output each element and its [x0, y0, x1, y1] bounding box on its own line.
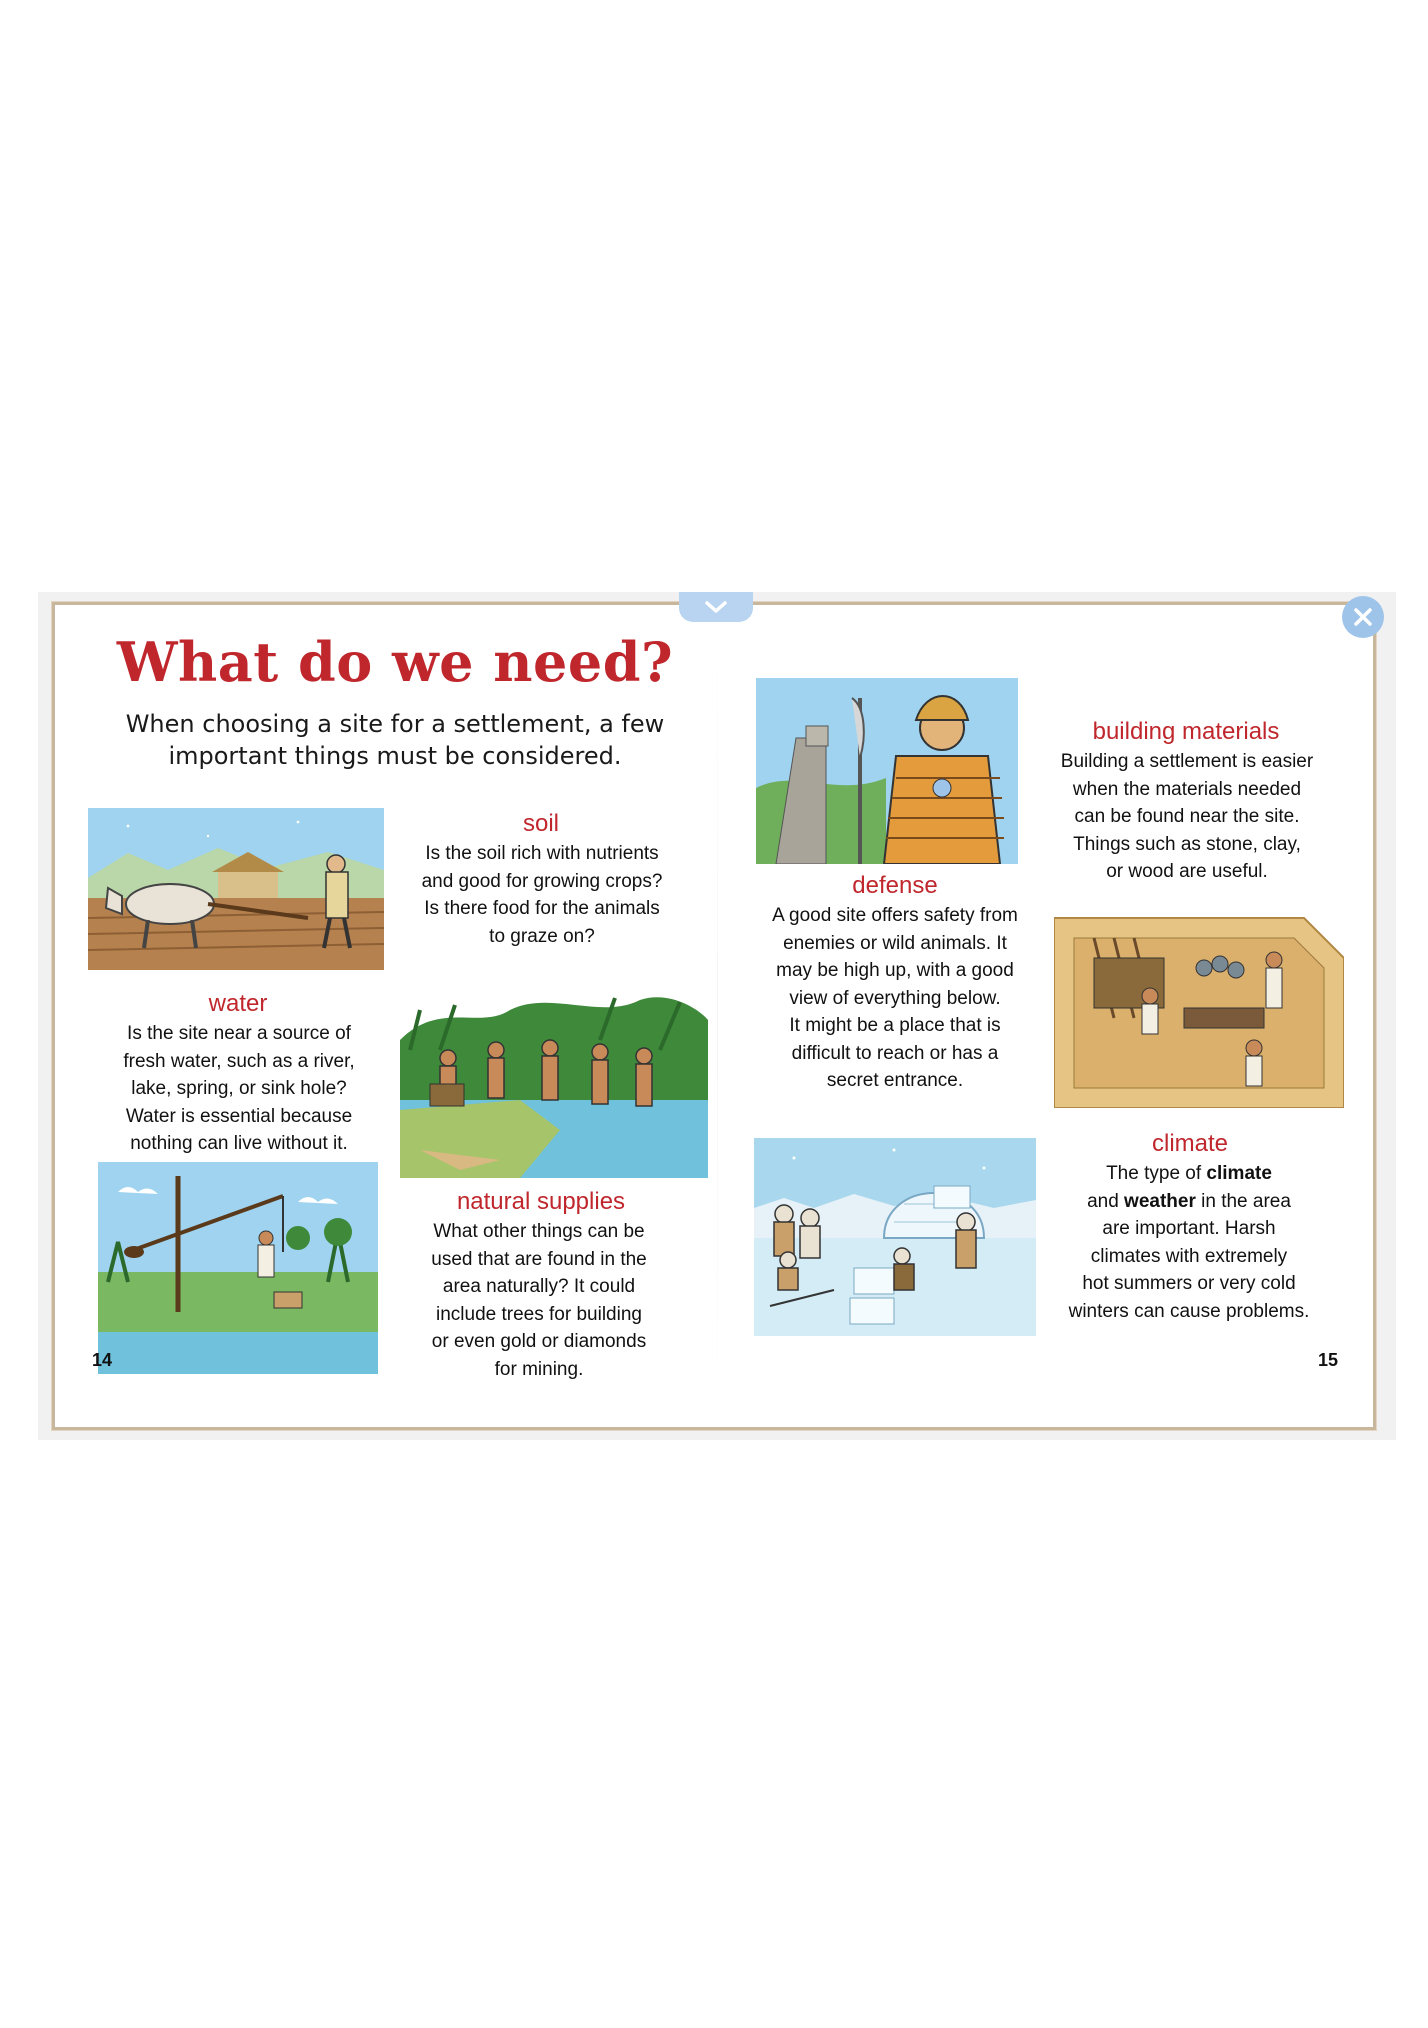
- climate-bold-term: climate: [1206, 1163, 1272, 1184]
- chevron-down-icon: [704, 598, 728, 616]
- natural-supplies-illustration: [400, 980, 708, 1178]
- natural-supplies-text: What other things can be used that are found in the area naturally? It could include trees for building or even gold or diamonds for mining.: [431, 1221, 647, 1380]
- natural-supplies-heading: natural supplies: [456, 1188, 626, 1215]
- weather-bold-term: weather: [1124, 1190, 1196, 1212]
- page-number-right: 15: [1318, 1350, 1339, 1370]
- building-materials-text: Building a settlement is easier when the materials needed can be found near the site. Things such as stone, clay, or wood are useful.: [1060, 751, 1314, 882]
- close-icon: [1353, 607, 1373, 627]
- defense-heading: defense: [852, 872, 938, 899]
- defense-text: A good site offers safety from enemies or wild animals. It may be high up, with a good view of everything below. It might be a place that is difficult to reach or has a secret entrance.: [772, 905, 1018, 1091]
- soil-text: Is the soil rich with nutrients and good for growing crops? Is there food for the animals to graze on?: [421, 843, 663, 947]
- climate-text: [1036, 1160, 1342, 1325]
- water-heading: water: [208, 990, 268, 1017]
- page-number-left: 14: [92, 1350, 113, 1370]
- climate-text-suffix: in the area are important. Harsh climates with extremely hot summers or very cold winters can cause problems.: [1068, 1190, 1310, 1322]
- page-title: What do we need?: [116, 630, 674, 694]
- book-spine: [717, 605, 718, 1427]
- soil-illustration: [88, 808, 384, 970]
- climate-illustration: [754, 1138, 1036, 1336]
- building-materials-illustration: [1054, 898, 1344, 1108]
- defense-illustration: [756, 678, 1018, 864]
- intro-text: When choosing a site for a settlement, a few important things must be considered.: [125, 710, 665, 770]
- water-text: Is the site near a source of fresh water, such as a river, lake, spring, or sink hole? Water is essential because nothing can live without it.: [123, 1023, 355, 1154]
- climate-text-prefix: The type of: [1106, 1163, 1207, 1184]
- expand-toolbar-button[interactable]: [679, 592, 753, 622]
- building-materials-heading: building materials: [1092, 718, 1280, 745]
- soil-heading: soil: [522, 810, 559, 837]
- close-button[interactable]: [1342, 596, 1384, 638]
- climate-heading: climate: [1151, 1130, 1229, 1157]
- climate-text-mid: and: [1087, 1190, 1119, 1212]
- water-illustration: [98, 1162, 378, 1374]
